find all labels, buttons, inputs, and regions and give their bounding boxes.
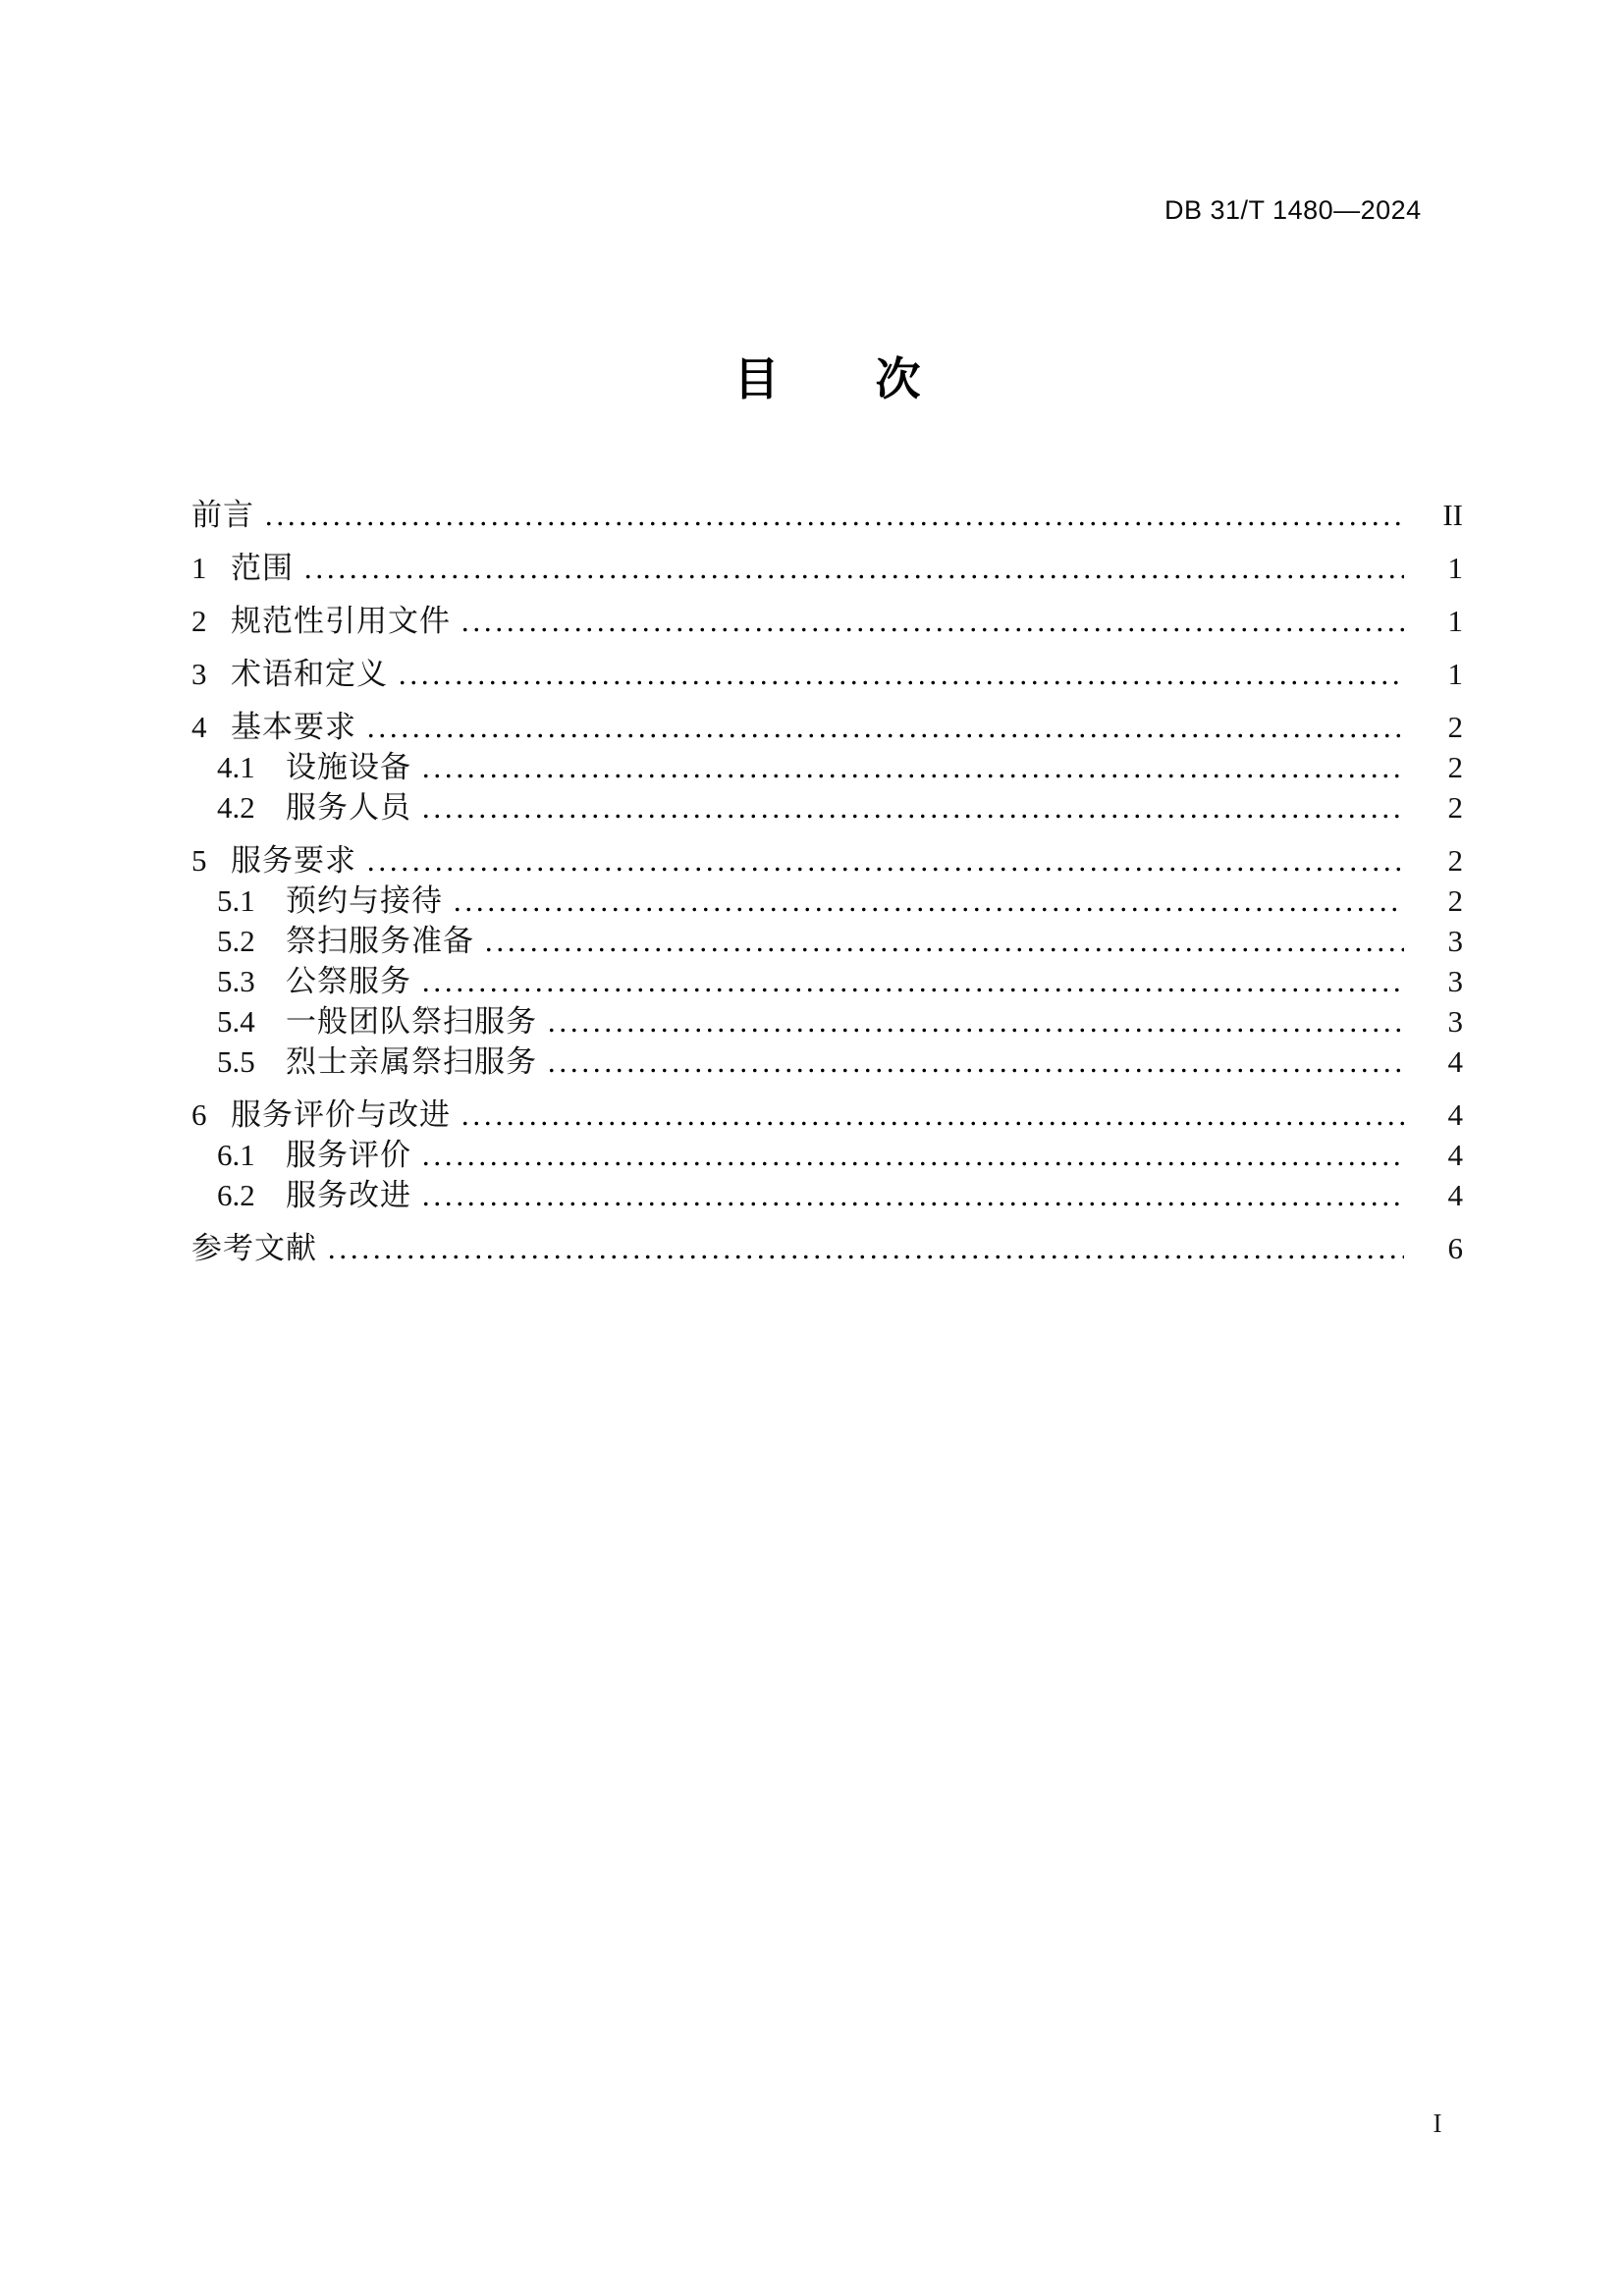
- toc-entry-page: 6: [1447, 1231, 1463, 1265]
- dot-leader: [460, 602, 1404, 641]
- dot-leader: [546, 1002, 1404, 1041]
- toc-entry-page: 4: [1447, 1138, 1463, 1172]
- toc-entry-number: 5.3: [217, 964, 255, 998]
- toc-entry: [191, 922, 1463, 961]
- toc-entry-page: 2: [1447, 750, 1463, 784]
- dot-leader: [420, 1136, 1404, 1175]
- toc-entry: [191, 655, 1463, 694]
- toc-entry-number: 2: [191, 604, 207, 638]
- toc-entry-number: 1: [191, 551, 207, 585]
- toc-entry-label: 预约与接待: [286, 883, 443, 918]
- page-title-char-1: 目: [733, 354, 780, 404]
- toc-entry-number: 5.5: [217, 1044, 255, 1079]
- page-number-text: I: [1433, 2109, 1442, 2138]
- page-number-footer: [1418, 2109, 1457, 2139]
- dot-leader: [420, 1176, 1404, 1215]
- toc-entry-label: 一般团队祭扫服务: [286, 1004, 537, 1039]
- toc-entry: [191, 602, 1463, 641]
- toc-entry-page: 4: [1447, 1097, 1463, 1132]
- toc-entry-number: 5.4: [217, 1004, 255, 1039]
- dot-leader: [365, 708, 1404, 747]
- toc-entry-page: 2: [1447, 710, 1463, 744]
- toc-entry-number: 6.2: [217, 1178, 255, 1212]
- toc-entry: [191, 788, 1463, 828]
- toc-entry: [191, 1136, 1463, 1175]
- dot-leader: [420, 962, 1404, 1001]
- toc-entry: [191, 841, 1463, 881]
- page-title: [191, 344, 1463, 408]
- doc-code-header: [1164, 195, 1422, 226]
- toc-entry-page: 1: [1447, 551, 1463, 585]
- dot-leader: [452, 881, 1404, 921]
- dot-leader: [302, 549, 1404, 588]
- toc-entry-page: 1: [1447, 604, 1463, 638]
- toc-entry: [191, 708, 1463, 747]
- toc-entry-page: 4: [1447, 1044, 1463, 1079]
- toc-entry: [191, 1002, 1463, 1041]
- dot-leader: [420, 748, 1404, 787]
- toc-entry-label: 规范性引用文件: [231, 604, 451, 638]
- toc-entry-page: 2: [1447, 790, 1463, 825]
- doc-code-text: DB 31/T 1480—2024: [1164, 195, 1422, 225]
- toc-entry: [191, 881, 1463, 921]
- toc-entry-label: 设施设备: [286, 750, 411, 784]
- toc-entry-label: 范围: [231, 551, 294, 585]
- toc-entry-label: 服务人员: [286, 790, 411, 825]
- page-title-char-2: 次: [875, 354, 921, 404]
- toc-entry-page: II: [1442, 498, 1463, 532]
- toc-entry-label: 服务评价: [286, 1138, 411, 1172]
- toc-entry-number: 5.1: [217, 883, 255, 918]
- toc-entry-number: 4.2: [217, 790, 255, 825]
- toc-entry-number: 4.1: [217, 750, 255, 784]
- dot-leader: [263, 496, 1404, 535]
- toc-entry-page: 3: [1447, 924, 1463, 958]
- dot-leader: [546, 1042, 1404, 1082]
- toc-entry-page: 3: [1447, 964, 1463, 998]
- toc-entry-label: 基本要求: [231, 710, 356, 744]
- toc-entry-page: 3: [1447, 1004, 1463, 1039]
- toc-entry-page: 4: [1447, 1178, 1463, 1212]
- toc-entry: [191, 1176, 1463, 1215]
- toc-entry-number: 3: [191, 657, 207, 691]
- toc-entry-number: 5: [191, 843, 207, 878]
- toc-entry-label: 烈士亲属祭扫服务: [286, 1044, 537, 1079]
- toc-entry: [191, 748, 1463, 787]
- dot-leader: [460, 1095, 1404, 1135]
- toc-entry: [191, 496, 1463, 535]
- toc-entry-page: 1: [1447, 657, 1463, 691]
- toc-entry-label: 公祭服务: [286, 964, 411, 998]
- toc-entry-page: 2: [1447, 883, 1463, 918]
- dot-leader: [483, 922, 1404, 961]
- toc-entry-label: 服务评价与改进: [231, 1097, 451, 1132]
- toc-entry-label: 前言: [191, 498, 254, 532]
- toc-entry-page: 2: [1447, 843, 1463, 878]
- toc-entry: [191, 1042, 1463, 1082]
- table-of-contents: [191, 496, 1463, 1268]
- toc-entry-number: 4: [191, 710, 207, 744]
- toc-entry-number: 6.1: [217, 1138, 255, 1172]
- toc-entry-label: 服务改进: [286, 1178, 411, 1212]
- toc-entry-label: 术语和定义: [231, 657, 388, 691]
- toc-entry-label: 参考文献: [191, 1231, 317, 1265]
- toc-entry: [191, 1095, 1463, 1135]
- dot-leader: [365, 841, 1404, 881]
- toc-entry: [191, 962, 1463, 1001]
- toc-entry: [191, 1229, 1463, 1268]
- dot-leader: [420, 788, 1404, 828]
- dot-leader: [326, 1229, 1404, 1268]
- toc-entry-label: 服务要求: [231, 843, 356, 878]
- dot-leader: [397, 655, 1404, 694]
- toc-entry-number: 6: [191, 1097, 207, 1132]
- toc-entry-number: 5.2: [217, 924, 255, 958]
- toc-entry-label: 祭扫服务准备: [286, 924, 474, 958]
- toc-entry: [191, 549, 1463, 588]
